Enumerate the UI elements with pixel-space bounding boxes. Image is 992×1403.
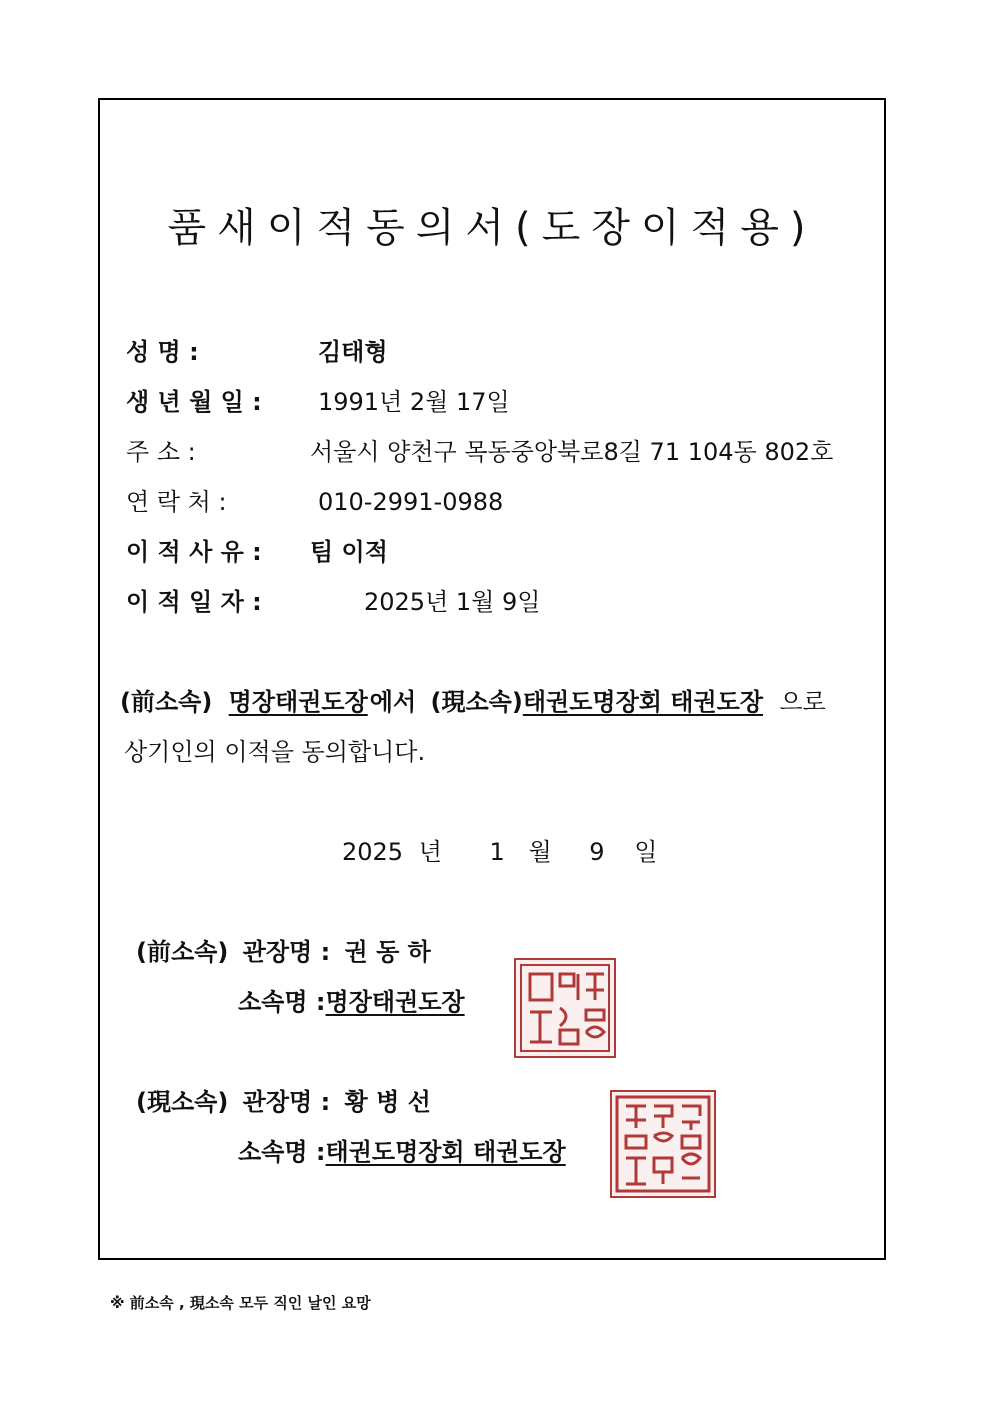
signed-year-unit: 년 [418, 838, 442, 866]
consent-suffix: 으로 [779, 688, 826, 716]
field-label: 생 년 월 일 : [126, 388, 262, 416]
prev-org-name: 명장태권도장 [325, 988, 465, 1016]
prev-school-name: 명장태권도장 [228, 688, 368, 716]
signed-day-unit: 일 [634, 838, 658, 866]
consent-line-2: 상기인의 이적을 동의합니다. [124, 738, 426, 766]
signed-date [342, 832, 657, 867]
curr-school-name: 태권도명장회 태권도장 [522, 688, 764, 716]
signed-day: 9 [589, 838, 605, 866]
signed-year: 2025 [342, 838, 404, 866]
curr-sign-prefix: (現소속) [136, 1088, 229, 1116]
curr-org-label: 소속명 : [238, 1138, 326, 1166]
prev-org-label: 소속명 : [238, 988, 326, 1016]
field-label: 성 명 : [126, 338, 199, 366]
field-birthdate [126, 382, 510, 417]
curr-sign-org [238, 1132, 566, 1167]
prev-head-label: 관장명 : [242, 938, 331, 966]
consent-connector: 에서 [369, 688, 417, 716]
prev-head-name: 권 동 하 [344, 938, 431, 966]
prev-sign-head [136, 932, 431, 967]
prev-sign-org [238, 982, 479, 1017]
curr-affiliation-prefix: (現소속) [430, 688, 523, 716]
field-label: 이 적 일 자 : [126, 588, 262, 616]
footnote: ※ 前소속 , 現소속 모두 직인 날인 요망 [110, 1294, 371, 1312]
field-label: 연 락 처 : [126, 488, 227, 516]
field-value: 010-2991-0988 [318, 488, 504, 516]
document-title: 품새이적동의서(도장이적용) [167, 205, 817, 251]
field-label: 주 소 : [126, 438, 196, 466]
curr-sign-head [136, 1082, 431, 1117]
signed-month-unit: 월 [528, 838, 552, 866]
curr-head-label: 관장명 : [242, 1088, 331, 1116]
field-reason [126, 532, 388, 567]
field-transfer-date [126, 582, 540, 617]
field-value: 서울시 양천구 목동중앙북로8길 71 104동 802호 [310, 438, 834, 466]
curr-head-name: 황 병 선 [344, 1088, 431, 1116]
field-label: 이 적 사 유 : [126, 538, 262, 566]
field-value: 김태형 [318, 338, 388, 366]
signed-month: 1 [489, 838, 505, 866]
curr-org-name: 태권도명장회 태권도장 [325, 1138, 566, 1166]
prev-affiliation-prefix: (前소속) [120, 688, 213, 716]
field-value: 1991년 2월 17일 [318, 388, 510, 416]
field-name [126, 332, 388, 367]
field-value: 팀 이적 [310, 538, 388, 566]
field-contact [126, 482, 503, 517]
consent-line-1 [120, 682, 826, 717]
field-address [126, 432, 833, 467]
curr-school-seal [610, 1090, 716, 1198]
field-value: 2025년 1월 9일 [364, 588, 541, 616]
prev-school-seal [514, 958, 616, 1058]
prev-sign-prefix: (前소속) [136, 938, 229, 966]
